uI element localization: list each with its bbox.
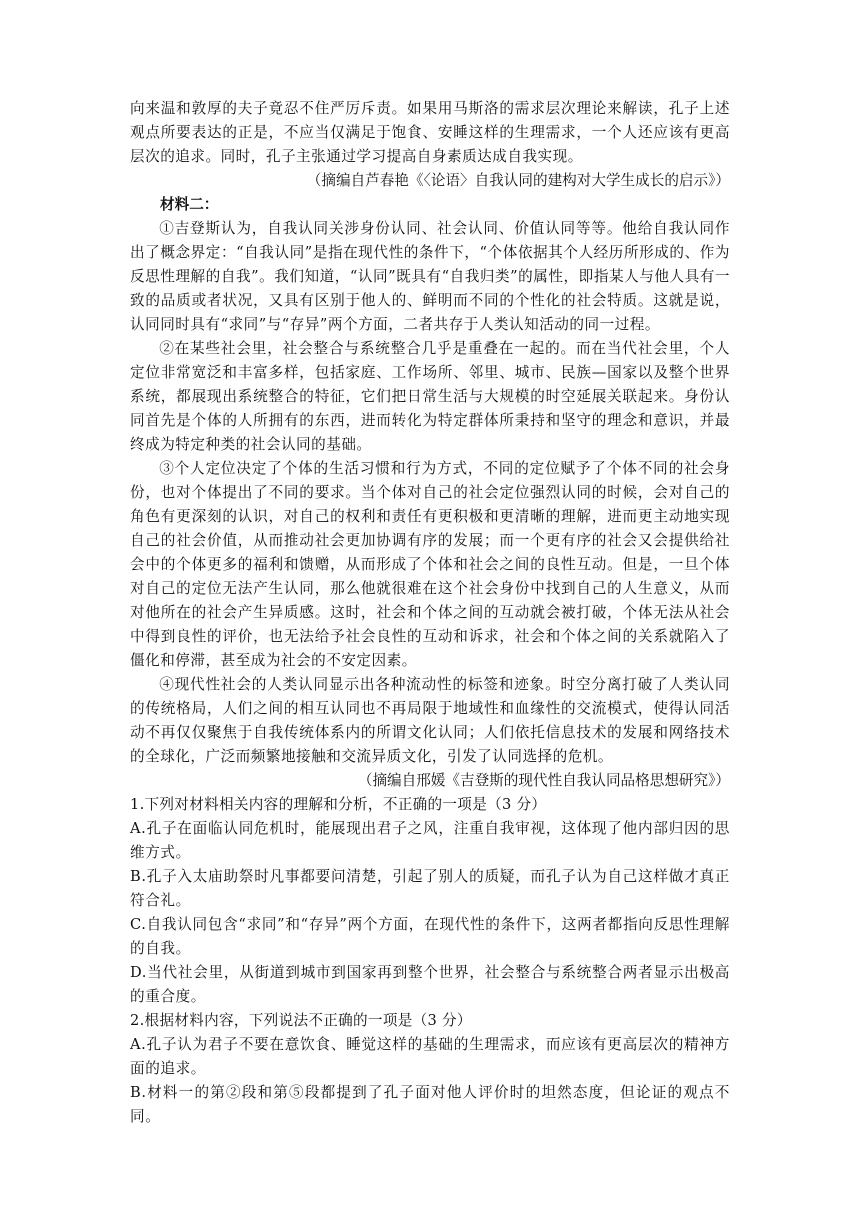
question-2-option-a: A.孔子认为君子不要在意饮食、睡觉这样的基础的生理需求，而应该有更高层次的精神方面的追求。 (130, 1036, 730, 1077)
question-1-option-b: B.孔子入太庙助祭时凡事都要问清楚，引起了别人的质疑，而孔子认为自己这样做才真正符合礼。 (130, 868, 730, 909)
material-two-source: （摘编自邢媛《吉登斯的现代性自我认同品格思想研究》） (357, 772, 730, 789)
material-two-paragraph-2: ②在某些社会里，社会整合与系统整合几乎是重叠在一起的。而在当代社会里，个人定位非常宽泛和丰富多样，包括家庭、工作场所、邻里、城市、民族—国家以及整个世界系统，都展现出系统整合的特征，它们把日常生活与大规模的时空延展关联起来。身份认同首先是个体的人所拥有的东西，进而转化为特定群体所秉持和坚守的理念和意识，并最终成为特定种类的社会认同的基础。 (130, 340, 730, 453)
material-two-paragraph-1: ①吉登斯认为，自我认同关涉身份认同、社会认同、价值认同等等。他给自我认同作出了概念界定：“自我认同”是指在现代性的条件下，“个体依据其个人经历所形成的、作为反思性理解的自我”。我们知道，“认同”既具有“自我归类”的属性，即指某人与他人具有一致的品质或者状况，又具有区别于他人的、鲜明而不同的个性化的社会特质。这就是说，认同同时具有“求同”与“存异”两个方面，二者共存于人类认知活动的同一过程。 (130, 220, 730, 333)
material-two-paragraph-3: ③个人定位决定了个体的生活习惯和行为方式，不同的定位赋予了个体不同的社会身份，也对个体提出了不同的要求。当个体对自己的社会定位强烈认同的时候，会对自己的角色有更深刻的认识，对自己的权利和责任有更积极和更清晰的理解，进而更主动地实现自己的社会价值，从而推动社会更加协调有序的发展；而一个更有序的社会又会提供给社会中的个体更多的福利和馈赠，从而形成了个体和社会之间的良性互动。但是，一旦个体对自己的定位无法产生认同，那么他就很难在这个社会身份中找到自己的人生意义，从而对他所在的社会产生异质感。这时，社会和个体之间的互动就会被打破，个体无法从社会中得到良性的评价，也无法给予社会良性的互动和诉求，社会和个体之间的关系就陷入了僵化和停滞，甚至成为社会的不安定因素。 (130, 460, 730, 669)
exam-page (130, 97, 730, 1129)
question-2-option-b: B.材料一的第②段和第⑤段都提到了孔子面对他人评价时的坦然态度，但论证的观点不同。 (130, 1084, 730, 1125)
material-one-source: （摘编自芦春艳《〈论语〉自我认同的建构对大学生成长的启示》） (306, 172, 730, 189)
question-1-option-c: C.自我认同包含“求同”和“存异”两个方面，在现代性的条件下，这两者都指向反思性理解的自我。 (130, 916, 730, 957)
material-one-tail-paragraph: 向来温和敦厚的夫子竟忍不住严厉斥责。如果用马斯洛的需求层次理论来解读，孔子上述观点所要表达的正是，不应当仅满足于饱食、安睡这样的生理需求，一个人还应该有更高层次的追求。同时，孔子主张通过学习提高自身素质达成自我实现。 (130, 100, 730, 165)
question-1-stem: 1.下列对材料相关内容的理解和分析，不正确的一项是（3 分） (130, 796, 547, 813)
question-2 (130, 1009, 730, 1129)
question-1 (130, 793, 730, 1009)
material-two-heading: 材料二： (160, 196, 219, 213)
material-two-paragraph-4: ④现代性社会的人类认同显示出各种流动性的标签和迹象。时空分离打破了人类认同的传统格局，人们之间的相互认同也不再局限于地域性和血缘性的交流模式，使得认同活动不再仅仅聚焦于自我传统体系内的所谓文化认同；人们依托信息技术的发展和网络技术的全球化，广泛而频繁地接触和交流异质文化，引发了认同选择的危机。 (130, 676, 730, 765)
question-2-stem: 2.根据材料内容，下列说法不正确的一项是（3 分） (130, 1012, 472, 1029)
question-1-option-d: D.当代社会里，从街道到城市到国家再到整个世界，社会整合与系统整合两者显示出极高的重合度。 (130, 964, 730, 1005)
question-1-option-a: A.孔子在面临认同危机时，能展现出君子之风，注重自我审视，这体现了他内部归因的思维方式。 (130, 820, 730, 861)
